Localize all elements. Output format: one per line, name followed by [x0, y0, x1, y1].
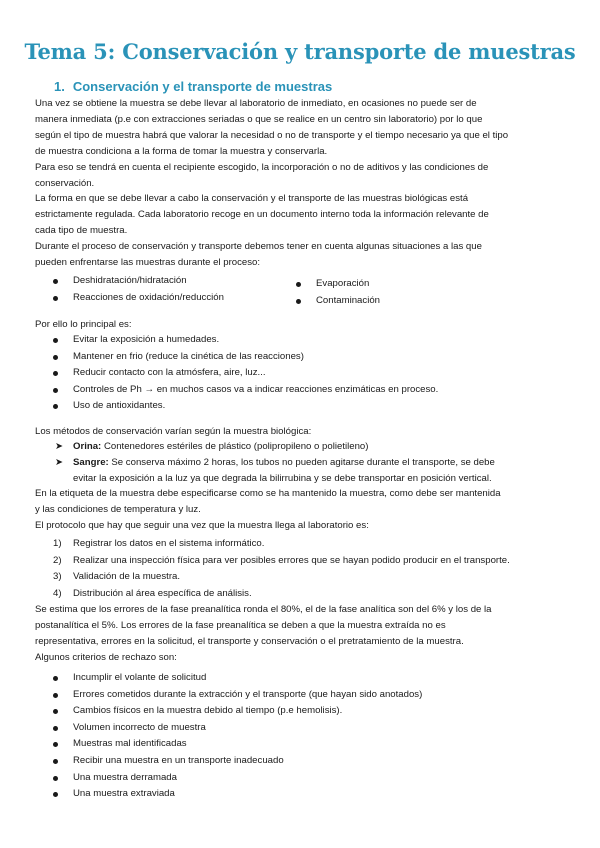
- list-item: Incumplir el volante de solicitud: [73, 670, 422, 687]
- protocol-list: [53, 536, 510, 602]
- item-number: 1): [53, 538, 62, 549]
- item-text: Registrar los datos en el sistema informático.: [73, 538, 265, 549]
- list-item: [53, 586, 510, 603]
- list-item: [53, 536, 510, 553]
- list-item: Cambios físicos en la muestra debido al tiempo (p.e hemolisis).: [73, 703, 422, 720]
- method-text: Se conserva máximo 2 horas, los tubos no pueden agitarse durante el transporte, se debe: [111, 456, 495, 468]
- method-item: [55, 439, 573, 455]
- list-item: Mantener en frio (reduce la cinética de las reacciones): [73, 349, 438, 366]
- item-number: 3): [53, 571, 62, 583]
- rejection-list: [73, 670, 422, 803]
- text-line: representativa, errores en la solicitud, el transporte y conservación o el pretratamiento de la muestra.: [35, 635, 464, 647]
- item-text: Distribución al área específica de análisis.: [73, 587, 252, 599]
- text-line: La forma en que se debe llevar a cabo la conservación y el transporte de las muestras biológicas está: [35, 193, 469, 205]
- list-item: Controles de Ph → en muchos casos va a indicar reacciones enzimáticas en proceso.: [73, 382, 438, 399]
- section-number: 1.: [54, 79, 65, 94]
- list-item: [53, 553, 510, 570]
- methods-intro: Los métodos de conservación varían según la muestra biológica:: [35, 426, 312, 437]
- item-text: Validación de la muestra.: [73, 571, 181, 583]
- item-number: 2): [53, 554, 62, 566]
- list-item: Deshidratación/hidratación: [73, 273, 224, 290]
- list-item: Evaporación: [316, 276, 380, 293]
- list-item: Una muestra extraviada: [73, 786, 422, 803]
- text-line: Se estima que los errores de la fase preanalítica ronda el 80%, el de la fase analítica son del 6% y los de la: [35, 604, 492, 615]
- list-item: [53, 569, 510, 586]
- text-line: Para eso se tendrá en cuenta el recipiente escogido, la incorporación o no de aditivos y las condiciones de: [35, 161, 489, 173]
- text-line: manera inmediata (p.e con extracciones seriadas o que se realice en un centro sin laboratorio) por lo que: [35, 113, 483, 125]
- method-label: Sangre:: [73, 456, 109, 468]
- section-heading: [54, 78, 332, 96]
- text-line: El protocolo que hay que seguir una vez que la muestra llega al laboratorio es:: [35, 519, 369, 531]
- method-item: [55, 455, 573, 471]
- situations-list-right: [316, 276, 380, 309]
- item-text: Realizar una inspección física para ver posibles errores que se hayan podido producir en el transporte.: [73, 554, 510, 566]
- text-line: cada tipo de muestra.: [35, 225, 128, 237]
- list-item: Recibir una muestra en un transporte inadecuado: [73, 753, 422, 770]
- text-line: Una vez se obtiene la muestra se debe llevar al laboratorio de inmediato, en ocasiones no puede ser de: [35, 98, 477, 109]
- list-item: Una muestra derramada: [73, 770, 422, 787]
- list-item: Uso de antioxidantes.: [73, 398, 438, 415]
- text-line: pueden enfrentarse las muestras durante el proceso:: [35, 257, 261, 269]
- text-line: Algunos criterios de rechazo son:: [35, 651, 177, 663]
- text-line: de muestra condiciona a la forma de tomar la muestra y conservarla.: [35, 145, 328, 157]
- text-line: En la etiqueta de la muestra debe especificarse como se ha mantenido la muestra, como debe ser mantenida: [35, 488, 501, 499]
- intro-paragraph: [35, 96, 565, 271]
- arrow-bullet-icon: ➤: [55, 456, 64, 468]
- list-item: Evitar la exposición a humedades.: [73, 332, 438, 349]
- list-item: Muestras mal identificadas: [73, 736, 422, 753]
- text-line: según el tipo de muestra habrá que valorar la necesidad o no de transporte y el tiempo necesario ya que el tipo: [35, 129, 509, 141]
- section-title: Conservación y el transporte de muestras: [72, 79, 333, 94]
- text-line: Durante el proceso de conservación y transporte debemos tener en cuenta algunas situaciones a las que: [35, 241, 482, 253]
- principal-intro: Por ello lo principal es:: [35, 319, 132, 330]
- method-text: Contenedores estériles de plástico (polipropileno o polietileno): [103, 441, 369, 452]
- arrow-bullet-icon: ➤: [55, 441, 64, 452]
- text-line: estrictamente regulada. Cada laboratorio recoge en un documento interno toda la información relevante de: [35, 209, 489, 221]
- errors-paragraph: [35, 602, 565, 666]
- list-item: Errores cometidos durante la extracción y el transporte (que hayan sido anotados): [73, 687, 422, 704]
- list-item: Reducir contacto con la atmósfera, aire, luz...: [73, 365, 438, 382]
- situations-list-left: [73, 273, 224, 306]
- item-number: 4): [53, 587, 62, 599]
- label-paragraph: [35, 486, 565, 534]
- list-item: Volumen incorrecto de muestra: [73, 720, 422, 737]
- text-line: postanalítica el 5%. Los errores de la fase preanalítica se deben a que la muestra extraída no es: [35, 619, 446, 631]
- list-item: Reacciones de oxidación/reducción: [73, 290, 224, 307]
- text-line: y las condiciones de temperatura y luz.: [35, 503, 201, 515]
- page-title: Tema 5: Conservación y transporte de muestras: [24, 39, 576, 64]
- method-label: Orina:: [73, 441, 102, 452]
- principal-list: [73, 332, 438, 415]
- methods-list: [55, 439, 573, 487]
- text-line: conservación.: [35, 177, 95, 189]
- list-item: Contaminación: [316, 293, 380, 310]
- method-text: evitar la exposición a la luz ya que degrada la bilirrubina y se debe transportar en posición vertical.: [73, 472, 492, 484]
